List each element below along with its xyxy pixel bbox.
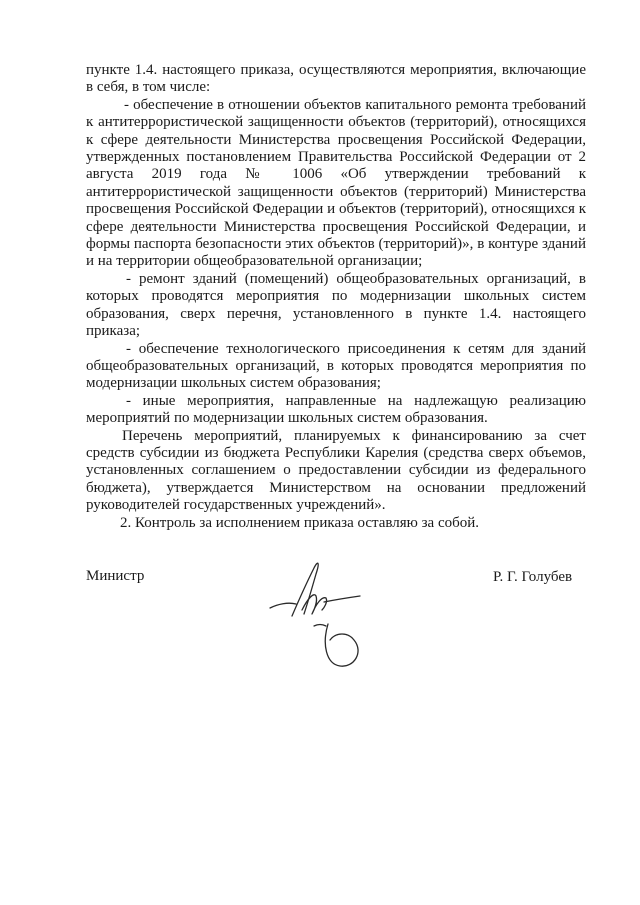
paragraph-repair: - ремонт зданий (помещений) общеобразовательных организаций, в которых проводятся мероприятия по модернизации школьных систем образования, сверх перечня, установленного в пункте 1.4. настоящего приказа; bbox=[86, 270, 586, 340]
paragraph-intro: пункте 1.4. настоящего приказа, осуществляются мероприятия, включающие в себя, в том числе: bbox=[86, 62, 586, 96]
paragraph-other-measures: - иные мероприятия, направленные на надлежащую реализацию мероприятий по модернизации школьных систем образования. bbox=[86, 392, 586, 427]
paragraph-funding-list: Перечень мероприятий, планируемых к финансированию за счет средств субсидии из бюджета Республики Карелия (средства сверх объемов, установленных соглашением о предоставлении субсидии из федерального бюджета), утверждается Министерством на основании предложений руководителей государственных учреждений». bbox=[86, 427, 586, 514]
paragraph-connection: - обеспечение технологического присоединения к сетям для зданий общеобразовательных организаций, в которых проводятся мероприятия по модернизации школьных систем образования; bbox=[86, 340, 586, 392]
document-body bbox=[86, 62, 586, 532]
signer-position: Министр bbox=[86, 568, 145, 584]
handwritten-signature bbox=[268, 548, 378, 678]
paragraph-antiterror: - обеспечение в отношении объектов капитального ремонта требований к антитеррористической защищенности объектов (территорий), относящихся к сфере деятельности Министерства просвещения Российской Федерации, утвержденных постановлением Правительства Российской Федерации от 2 августа 2019 года № 1006 «Об утверждении требований к антитеррористической защищенности объектов (территорий) Министерства просвещения Российской Федерации и объектов (территорий), относящихся к сфере деятельности Министерства просвещения Российской Федерации, и формы паспорта безопасности этих объектов (территорий)», в контуре зданий и на территории общеобразовательной организации; bbox=[86, 96, 586, 270]
paragraph-control: 2. Контроль за исполнением приказа оставляю за собой. bbox=[120, 514, 480, 531]
signer-name: Р. Г. Голубев bbox=[493, 569, 573, 585]
